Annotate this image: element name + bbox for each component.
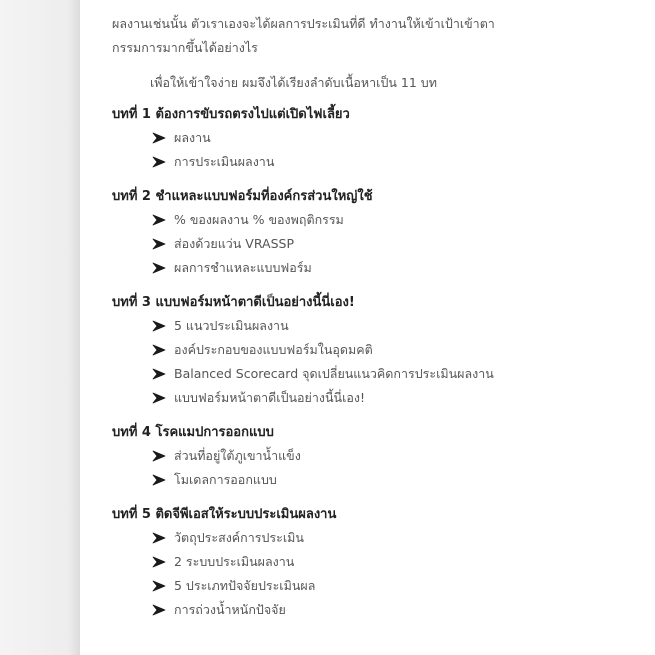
document-content (112, 12, 642, 634)
list-item-text: % ของผลงาน % ของพฤติกรรม (174, 212, 344, 227)
arrowhead-bullet-icon (152, 556, 174, 568)
list-item-text: 5 แนวประเมินผลงาน (174, 318, 289, 333)
list-item-text: Balanced Scorecard จุดเปลี่ยนแนวคิดการประเมินผลงาน (174, 366, 494, 381)
list-item (112, 362, 642, 386)
intro-line-1: ผลงานเช่นนั้น ตัวเราเองจะได้ผลการประเมินที่ดี ทำงานให้เข้าเป้าเข้าตา (112, 16, 495, 31)
list-item (112, 232, 642, 256)
chapter-item-list (112, 526, 642, 622)
list-item-text: ส่องด้วยแว่น VRASSP (174, 236, 294, 251)
chapter-title: บทที่ 4 โรคแมปการออกแบบ (112, 425, 274, 440)
chapter-item-list (112, 126, 642, 174)
arrowhead-bullet-icon (152, 344, 174, 356)
list-item-text: องค์ประกอบของแบบฟอร์มในอุดมคติ (174, 342, 373, 357)
list-item (112, 574, 642, 598)
intro-paragraph (112, 12, 642, 60)
list-item (112, 208, 642, 232)
chapter-section (112, 186, 642, 280)
arrowhead-bullet-icon (152, 320, 174, 332)
chapter-section (112, 504, 642, 622)
list-item (112, 256, 642, 280)
chapter-item-list (112, 314, 642, 410)
arrowhead-bullet-icon (152, 392, 174, 404)
list-item (112, 598, 642, 622)
arrowhead-bullet-icon (152, 474, 174, 486)
arrowhead-bullet-icon (152, 262, 174, 274)
list-item (112, 550, 642, 574)
arrowhead-bullet-icon (152, 450, 174, 462)
list-item (112, 126, 642, 150)
chapter-title: บทที่ 1 ต้องการขับรถตรงไปแต่เปิดไฟเลี้ยว (112, 107, 350, 122)
list-item-text: 2 ระบบประเมินผลงาน (174, 554, 295, 569)
list-item-text: โมเดลการออกแบบ (174, 472, 277, 487)
arrowhead-bullet-icon (152, 132, 174, 144)
arrowhead-bullet-icon (152, 368, 174, 380)
list-item-text: 5 ประเภทปัจจัยประเมินผล (174, 578, 316, 593)
document-page (80, 0, 655, 655)
list-item-text: ส่วนที่อยู่ใต้ภูเขาน้ำแข็ง (174, 448, 301, 463)
list-item (112, 468, 642, 492)
intro-line-2: กรรมการมากขึ้นได้อย่างไร (112, 40, 258, 55)
arrowhead-bullet-icon (152, 238, 174, 250)
arrowhead-bullet-icon (152, 214, 174, 226)
lead-sentence: เพื่อให้เข้าใจง่าย ผมจึงได้เรียงลำดับเนื้อหาเป็น 11 บท (150, 75, 437, 90)
arrowhead-bullet-icon (152, 532, 174, 544)
chapter-item-list (112, 208, 642, 280)
list-item (112, 526, 642, 550)
chapter-list (112, 104, 642, 622)
arrowhead-bullet-icon (152, 156, 174, 168)
chapter-title: บทที่ 5 ติดจีพีเอสให้ระบบประเมินผลงาน (112, 507, 337, 522)
list-item-text: วัตถุประสงค์การประเมิน (174, 530, 304, 545)
list-item-text: การประเมินผลงาน (174, 154, 275, 169)
chapter-item-list (112, 444, 642, 492)
list-item-text: แบบฟอร์มหน้าตาดีเป็นอย่างนี้นี่เอง! (174, 390, 365, 405)
list-item (112, 444, 642, 468)
list-item-text: ผลการชำแหละแบบฟอร์ม (174, 260, 312, 275)
chapter-section (112, 292, 642, 410)
list-item-text: การถ่วงน้ำหนักปัจจัย (174, 602, 286, 617)
list-item (112, 386, 642, 410)
list-item (112, 314, 642, 338)
chapter-section (112, 422, 642, 492)
left-margin-shade (0, 0, 80, 655)
arrowhead-bullet-icon (152, 604, 174, 616)
list-item (112, 338, 642, 362)
list-item-text: ผลงาน (174, 130, 211, 145)
chapter-title: บทที่ 3 แบบฟอร์มหน้าตาดีเป็นอย่างนี้นี่เอง! (112, 295, 355, 310)
chapter-section (112, 104, 642, 174)
arrowhead-bullet-icon (152, 580, 174, 592)
list-item (112, 150, 642, 174)
chapter-title: บทที่ 2 ชำแหละแบบฟอร์มที่องค์กรส่วนใหญ่ใช้ (112, 189, 373, 204)
